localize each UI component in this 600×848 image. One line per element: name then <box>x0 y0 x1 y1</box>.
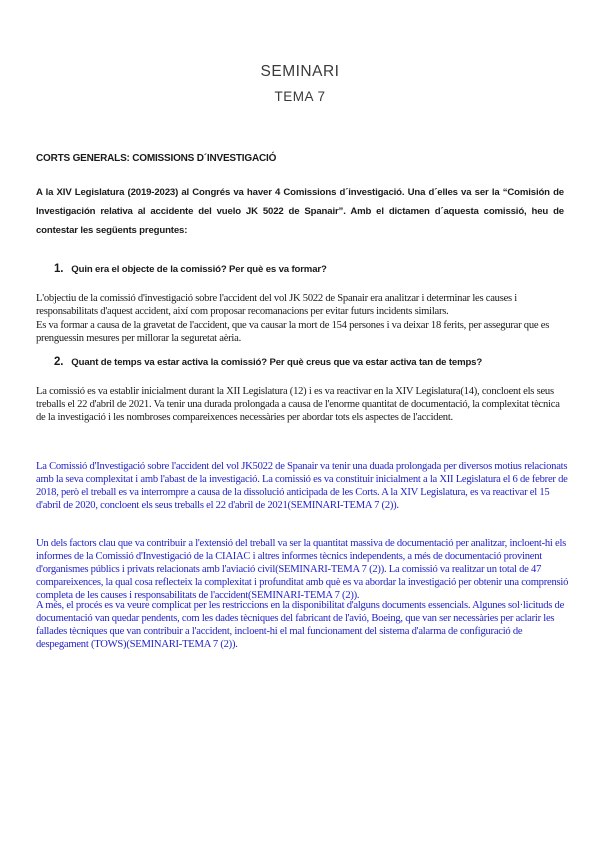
page-subtitle: TEMA 7 <box>274 89 326 104</box>
question-text: Quin era el objecte de la comissió? Per què es va formar? <box>71 264 327 275</box>
page-title: SEMINARI <box>260 63 340 80</box>
answer-2-paragraph-1: La comissió es va establir inicialment durant la XII Legislatura (12) i es va reactivar en la XIV Legislatura(14), concloent els seus treballs el 22 d'abril de 2021. Va tenir una durada prolongada a causa de l'enorme quantitat de documentació, la complexitat tècnica de la investigació i les nombroses compareixences necessàries per abordar tots els aspectes de l'accident. <box>36 386 560 423</box>
question-number: 1. <box>54 263 64 275</box>
blue-paragraph-1: La Comissió d'Investigació sobre l'accident del vol JK5022 de Spanair va tenir una duada prolongada per diversos motius relacionats amb la seva complexitat i amb l'abast de la investigació. La comissió es va constituir inicialment a la XII Legislatura el 6 de febrer de 2018, però el treball es va interrompre a causa de la dissolució anticipada de les Corts. A la XIV Legislatura, es va reactivar el 15 d'abril de 2020, concloent els seus treballs el 22 d'abril de 2021(SEMINARI-TEMA 7 (2)). <box>36 461 568 511</box>
question-1 <box>54 263 574 275</box>
question-number: 2. <box>54 356 64 368</box>
blue-paragraph-3: A més, el procés es va veure complicat per les restriccions en la disponibilitat d'alguns documents essencials. Algunes sol·licituds de documentació van quedar pendents, com les dades tècniques del fabricant de l'avió, Boeing, que van ser necessàries per aclarir les fallades tècniques que van contribuir a l'accident, incloent-hi el mal funcionament del sistema d'alarma de configuració de despegament (TOWS)(SEMINARI-TEMA 7 (2)). <box>36 600 565 650</box>
blue-paragraph-2: Un dels factors clau que va contribuir a l'extensió del treball va ser la quantitat massiva de documentació per analitzar, incloent-hi els informes de la Comissió d'Investigació de la CIAIAC i altres informes tècnics independents, a més de documentació provinent d'organismes públics i privats relacionats amb l'aviació civil(SEMINARI-TEMA 7 (2)). La comissió va realitzar un total de 47 compareixences, la qual cosa reflecteix la complexitat i profunditat amb què es va abordar la investigació per obtenir una comprensió completa de les causes i responsabilitats de l'accident(SEMINARI-TEMA 7 (2)). <box>36 538 569 601</box>
answer-1-paragraph-1: L'objectiu de la comissió d'investigació sobre l'accident del vol JK 5022 de Spanair era analitzar i determinar les causes i responsabilitats d'aquest accident, així com proposar recomanacions per evitar futurs incidents similars. <box>36 293 517 317</box>
answer-1-paragraph-2: Es va formar a causa de la gravetat de l'accident, que va causar la mort de 154 persones i va deixar 18 ferits, per assegurar que es prenguessin mesures per millorar la seguretat aèria. <box>36 320 550 344</box>
question-text: Quant de temps va estar activa la comissió? Per què creus que va estar activa tan de temps? <box>71 357 483 368</box>
question-2 <box>54 356 574 368</box>
section-intro: A la XIV Legislatura (2019-2023) al Congrés va haver 4 Comissions d´investigació. Una d´elles va ser la “Comisión de Investigación relativa al accidente del vuelo JK 5022 de Spanair”. Amb el dictamen d´aquesta comissió, heu de contestar les següents preguntes: <box>36 187 564 236</box>
section-heading: CORTS GENERALS: COMISSIONS D´INVESTIGACIÓ <box>36 153 277 164</box>
